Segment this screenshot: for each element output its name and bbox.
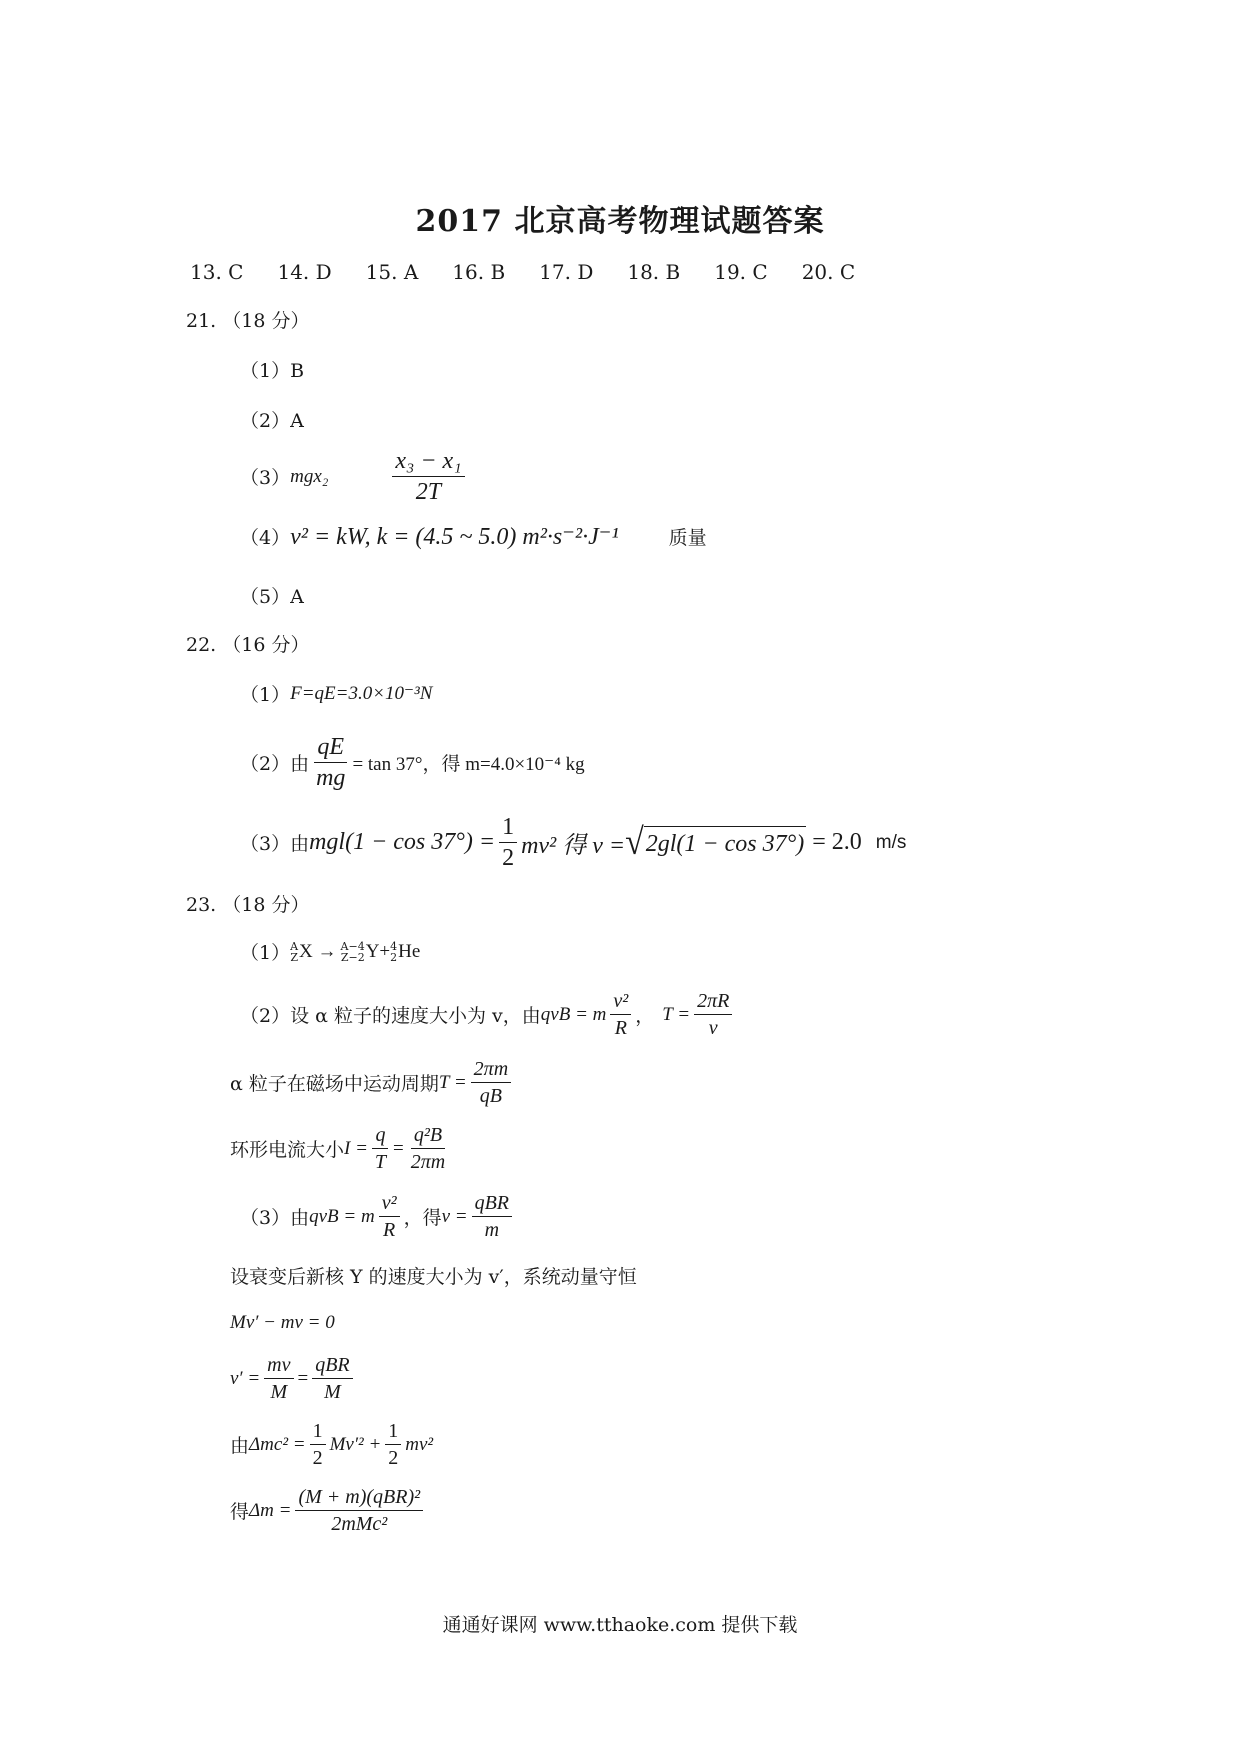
q21-part3-expr: mgx₂	[290, 465, 329, 487]
q23-header: 23. （18 分）	[186, 894, 310, 916]
q23-part3	[240, 1192, 516, 1241]
mcq-answer: 19. C	[714, 260, 768, 284]
q23-energy-label: 由	[230, 1435, 250, 1457]
atomic-number: Z	[290, 950, 299, 964]
q23-velocity-eq: v′ =	[230, 1367, 261, 1389]
q23-current-line: 环形电流大小 I = $\frac{q}{T}$ = $\frac{\text{q²B}}{2\pi m}$	[230, 1124, 452, 1173]
q22-part2-fraction	[313, 734, 348, 792]
fraction-numerator: q	[372, 1124, 388, 1149]
fraction-denominator: R	[383, 1219, 396, 1241]
page-footer: 通通好课网 www.tthaoke.com 提供下载	[442, 1614, 798, 1636]
q22-part3-sqrt	[625, 821, 806, 863]
q22-part3-unit: m/s	[875, 831, 907, 853]
q21-part2: （2）A	[240, 410, 304, 432]
fraction-denominator: M	[324, 1381, 341, 1403]
q23-part2-eq1: qvB = m	[540, 1003, 607, 1025]
fraction-denominator: mg	[316, 765, 346, 792]
nuclide-y-indices	[341, 941, 365, 963]
q21-part4-note: 质量	[668, 527, 707, 549]
fraction-numerator: 2πR	[694, 990, 732, 1015]
q23-energy-mid: Mv′² +	[329, 1433, 382, 1455]
nuclide-he-indices	[390, 941, 397, 963]
q22-part3	[240, 814, 906, 872]
q23-part3-eq2: v =	[441, 1205, 468, 1227]
fraction-numerator: 1	[385, 1420, 401, 1445]
mcq-answer: 14. D	[277, 260, 332, 284]
sqrt-body: 2gl(1 − cos 37°)	[644, 826, 806, 860]
q23-energy-half2	[385, 1420, 401, 1469]
page-title: 2017 北京高考物理试题答案	[415, 204, 825, 239]
fraction-denominator: 2	[388, 1447, 399, 1469]
mass-number: 4	[390, 939, 398, 953]
q23-momentum-eq: Mv′ − mv = 0	[230, 1312, 335, 1333]
q23-part2-frac2	[694, 990, 732, 1039]
q21-part3	[240, 448, 469, 506]
q23-mass-defect-label: 得	[230, 1501, 250, 1523]
mcq-answer: 16. B	[452, 260, 506, 284]
q23-period-text: α 粒子在磁场中运动周期	[230, 1073, 439, 1095]
q21-header: 21. （18 分）	[186, 310, 310, 332]
q23-energy-line	[230, 1420, 433, 1469]
q23-reaction-x: X →	[299, 940, 337, 962]
fraction-denominator: T	[374, 1151, 387, 1173]
q22-part1-expr: F=qE=3.0×10⁻³N	[290, 683, 433, 704]
q22-part2-rest: = tan 37°，得 m=4.0×10⁻⁴ kg	[352, 754, 585, 776]
q23-mass-defect-line	[230, 1486, 427, 1535]
nuclide-x-indices	[290, 941, 298, 963]
q23-reaction-he: He	[398, 940, 421, 962]
q23-part2	[240, 990, 736, 1039]
q23-mass-defect-eq: Δm =	[249, 1499, 292, 1521]
fraction-denominator: 2mMc²	[331, 1513, 388, 1535]
q23-period-eq: T =	[438, 1071, 467, 1093]
q23-energy-eq: Δmc² =	[249, 1433, 306, 1455]
fraction-denominator: qB	[479, 1085, 503, 1107]
q22-part3-result: = 2.0	[812, 829, 862, 856]
q21-part5: （5）A	[240, 586, 304, 608]
mcq-answers	[190, 260, 855, 284]
q23-part3-label: （3）由	[240, 1207, 310, 1229]
q23-reaction-y: Y+	[365, 940, 391, 962]
fraction-numerator: qE	[314, 734, 347, 763]
q22-part3-expr1: mgl(1 − cos 37°) =	[309, 829, 496, 856]
fraction-denominator: 2T	[415, 479, 442, 506]
q21-part3-label: （3）	[240, 467, 291, 490]
q23-mass-defect-frac	[295, 1486, 423, 1535]
q23-energy-end: mv²	[405, 1433, 434, 1455]
fraction-numerator: qBR	[312, 1354, 352, 1379]
q22-part1	[240, 680, 432, 707]
q23-part3-text2: ，得	[403, 1207, 442, 1229]
fraction-numerator: mv	[264, 1354, 293, 1379]
mcq-answer: 18. B	[627, 260, 681, 284]
mass-number: A	[290, 939, 299, 953]
mcq-answer: 15. A	[365, 260, 419, 284]
sqrt-symbol: √	[625, 821, 644, 863]
mcq-answer: 20. C	[801, 260, 856, 284]
q21-part3-fraction	[392, 448, 464, 506]
fraction-denominator: m	[484, 1219, 500, 1241]
fraction-denominator: v	[708, 1017, 718, 1039]
q21-part4-label: （4）	[240, 527, 291, 549]
fraction-numerator: qBR	[472, 1192, 512, 1217]
q23-part2-eq2: T =	[662, 1003, 691, 1025]
fraction-numerator: 2πm	[471, 1058, 511, 1083]
q23-current-frac2	[408, 1124, 448, 1173]
mcq-answer: 17. D	[539, 260, 594, 284]
q23-momentum-text: 设衰变后新核 Y 的速度大小为 v′，系统动量守恒	[230, 1266, 637, 1288]
q21-part4	[240, 522, 707, 551]
fraction-denominator: 2πm	[410, 1151, 446, 1173]
q22-part1-label: （1）	[240, 684, 291, 706]
mcq-answer: 13. C	[190, 260, 244, 284]
q22-part3-half	[499, 814, 517, 872]
q23-part2-frac1	[610, 990, 631, 1039]
q22-part2	[240, 734, 585, 792]
q21-part4-expr: v² = kW, k = (4.5 ~ 5.0) m²·s⁻²·J⁻¹	[290, 524, 619, 550]
q23-velocity-line: v′ = $\frac{mv}{M}$ = $\frac{\text{qBR}}{M}$	[230, 1354, 357, 1403]
q23-part2-text: （2）设 α 粒子的速度大小为 v，由	[240, 1005, 541, 1027]
q23-part3-frac2	[472, 1192, 512, 1241]
q23-part3-eq1: qvB = m	[309, 1205, 375, 1227]
q23-part1-label: （1）	[240, 942, 291, 964]
mass-number: A−4	[340, 939, 365, 953]
fraction-numerator: 1	[310, 1420, 326, 1445]
q23-part1	[240, 938, 420, 965]
q23-current-text: 环形电流大小	[230, 1139, 345, 1161]
q23-current-eq: I =	[344, 1137, 368, 1159]
atomic-number: Z−2	[340, 950, 365, 964]
fraction-denominator: R	[614, 1017, 627, 1039]
q21-part1: （1）B	[240, 360, 305, 382]
q22-header: 22. （16 分）	[186, 634, 310, 656]
q23-velocity-frac2	[312, 1354, 352, 1403]
q23-part3-frac1	[379, 1192, 400, 1241]
q22-part2-label: （2）由	[240, 753, 310, 776]
atomic-number: 2	[390, 950, 398, 964]
fraction-numerator: v²	[610, 990, 631, 1015]
fraction-numerator: 1	[499, 814, 517, 843]
fraction-denominator: M	[270, 1381, 288, 1403]
q23-velocity-frac1	[264, 1354, 293, 1403]
fraction-numerator: x₃ − x₁	[392, 448, 464, 477]
q23-current-frac1	[372, 1124, 389, 1173]
fraction-denominator: 2	[312, 1447, 323, 1469]
fraction-numerator: q²B	[411, 1124, 445, 1149]
fraction-numerator: v²	[379, 1192, 400, 1217]
q22-part3-expr2: mv² 得 v =	[521, 833, 626, 860]
q23-energy-half1	[310, 1420, 326, 1469]
q22-part3-label: （3）由	[240, 833, 310, 856]
fraction-denominator: 2	[502, 845, 515, 872]
fraction-numerator: (M + m)(qBR)²	[295, 1486, 423, 1511]
q23-period-frac	[471, 1058, 511, 1107]
q23-part2-sep: ，	[635, 1005, 655, 1027]
q23-period-line	[230, 1058, 515, 1107]
